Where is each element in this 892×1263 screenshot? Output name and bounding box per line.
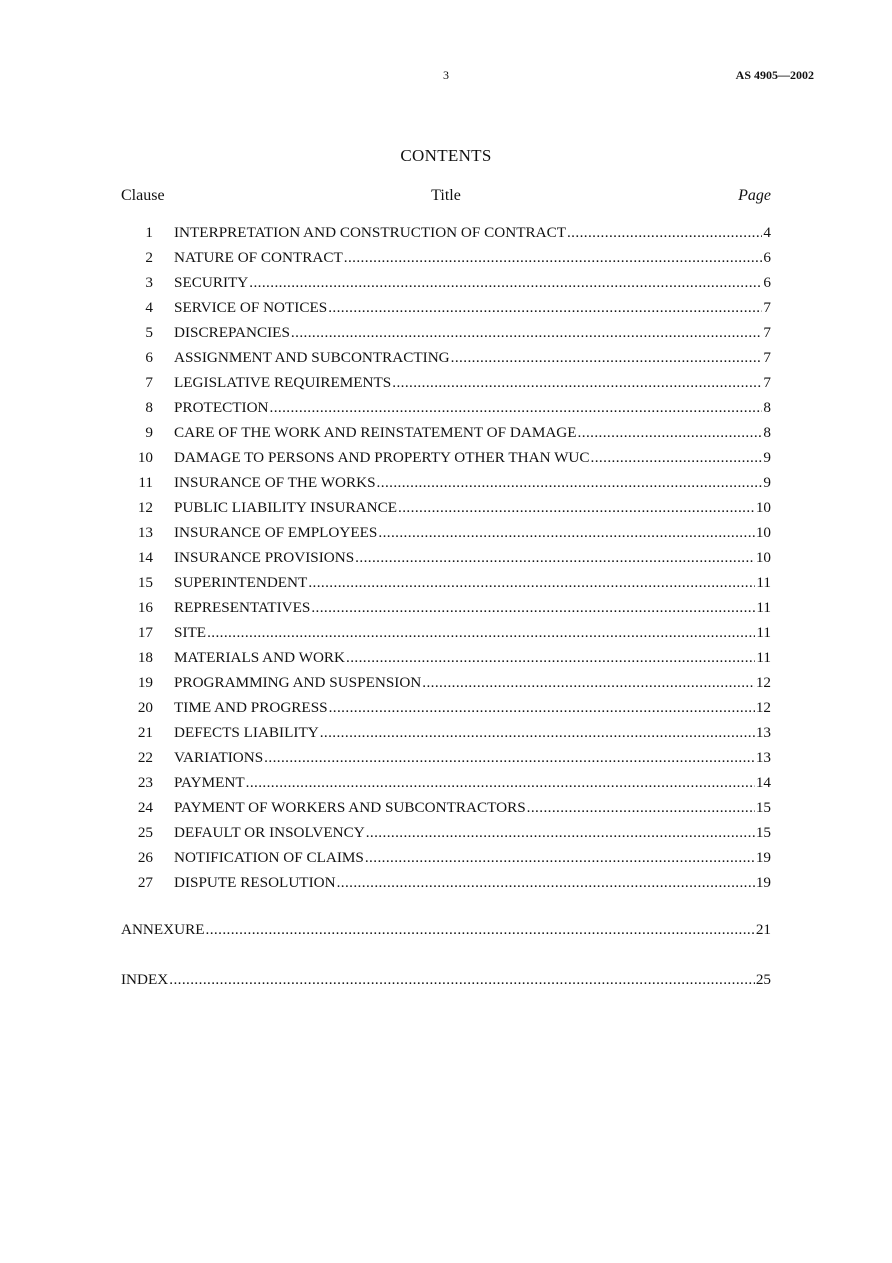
toc-entry-number: 9: [145, 424, 153, 441]
toc-entry-number: 7: [145, 374, 153, 391]
toc-entry-title: INDEX: [121, 971, 169, 988]
toc-leader-dots: [366, 820, 755, 845]
toc-entry-page: 14: [755, 774, 771, 791]
toc-entry-title: CARE OF THE WORK AND REINSTATEMENT OF DAMAGE: [174, 424, 577, 441]
toc-entry-page: 11: [756, 574, 771, 591]
toc-entry-page: 8: [763, 424, 771, 441]
toc-leader-dots: [377, 470, 763, 495]
toc-leader-dots: [578, 420, 763, 445]
toc-entry-page: 19: [755, 849, 771, 866]
toc-entry[interactable]: [121, 270, 771, 295]
toc-leader-dots: [591, 445, 763, 470]
toc-entry-number: 27: [137, 874, 153, 891]
toc-leader-dots: [392, 370, 762, 395]
toc-entry-number: 15: [137, 574, 153, 591]
toc-entry-page: 7: [763, 374, 771, 391]
toc-entry[interactable]: [121, 520, 771, 545]
toc-entry[interactable]: [121, 795, 771, 820]
toc-leader-dots: [337, 870, 755, 895]
toc-entry-number: 19: [137, 674, 153, 691]
toc-entry-page: 25: [755, 971, 771, 988]
toc-entry[interactable]: [121, 820, 771, 845]
toc-leader-dots: [451, 345, 763, 370]
toc-entry-title: ANNEXURE: [121, 921, 205, 938]
toc-entry-page: 9: [763, 474, 771, 491]
toc-entry-title: SERVICE OF NOTICES: [174, 299, 328, 316]
toc-entry[interactable]: [121, 695, 771, 720]
toc-entry[interactable]: [121, 870, 771, 895]
toc-entry-number: 5: [145, 324, 153, 341]
toc-entry-title: SECURITY: [174, 274, 249, 291]
toc-entry-page: 21: [755, 921, 771, 938]
toc-leader-dots: [249, 270, 762, 295]
toc-entry-title: LEGISLATIVE REQUIREMENTS: [174, 374, 392, 391]
toc-entry-number: 12: [137, 499, 153, 516]
toc-entry-number: 1: [145, 224, 153, 241]
column-header-page: Page: [738, 187, 771, 204]
toc-entry-annexure[interactable]: [121, 917, 771, 942]
page-number: 3: [443, 68, 449, 82]
toc-leader-dots: [308, 570, 755, 595]
toc-entry[interactable]: [121, 495, 771, 520]
toc-entry-page: 4: [763, 224, 771, 241]
toc-entry-page: 6: [763, 274, 771, 291]
toc-leader-dots: [329, 695, 755, 720]
toc-entry-title: PROGRAMMING AND SUSPENSION: [174, 674, 422, 691]
toc-entry-title: VARIATIONS: [174, 749, 264, 766]
toc-entry-title: DEFECTS LIABILITY: [174, 724, 319, 741]
toc-entry-page: 13: [755, 724, 771, 741]
toc-leader-dots: [320, 720, 755, 745]
toc-entry-title: DISCREPANCIES: [174, 324, 290, 341]
toc-entry-number: 3: [145, 274, 153, 291]
toc-entry-page: 12: [755, 674, 771, 691]
toc-entry-title: PAYMENT: [174, 774, 245, 791]
toc-leader-dots: [365, 845, 755, 870]
toc-entry[interactable]: [121, 595, 771, 620]
toc-entry-page: 12: [755, 699, 771, 716]
toc-entry-page: 10: [755, 499, 771, 516]
toc-entry-page: 7: [763, 299, 771, 316]
toc-entry[interactable]: [121, 395, 771, 420]
toc-entry-number: 11: [138, 474, 153, 491]
toc-leader-dots: [169, 967, 755, 992]
toc-entry-number: 21: [137, 724, 153, 741]
toc-entry-page: 10: [755, 549, 771, 566]
toc-entry-number: 23: [137, 774, 153, 791]
toc-entry-page: 15: [755, 824, 771, 841]
toc-entry-number: 6: [145, 349, 153, 366]
toc-entry-title: SITE: [174, 624, 207, 641]
toc-entry[interactable]: [121, 670, 771, 695]
contents-title: CONTENTS: [400, 146, 492, 165]
toc-entry-number: 4: [145, 299, 153, 316]
toc-entry-page: 19: [755, 874, 771, 891]
toc-entry[interactable]: [121, 570, 771, 595]
toc-entry[interactable]: [121, 295, 771, 320]
toc-entry-number: 16: [137, 599, 153, 616]
toc-entry-title: INTERPRETATION AND CONSTRUCTION OF CONTRACT: [174, 224, 566, 241]
toc-entry-page: 7: [763, 349, 771, 366]
toc-entry[interactable]: [121, 620, 771, 645]
toc-entry-number: 17: [137, 624, 153, 641]
toc-entry-number: 25: [137, 824, 153, 841]
toc-entry-title: SUPERINTENDENT: [174, 574, 308, 591]
toc-entry-title: PROTECTION: [174, 399, 269, 416]
toc-entry[interactable]: [121, 245, 771, 270]
toc-leader-dots: [344, 245, 763, 270]
toc-entry-title: DAMAGE TO PERSONS AND PROPERTY OTHER THAN WUC: [174, 449, 590, 466]
toc-entry-number: 10: [137, 449, 153, 466]
toc-leader-dots: [291, 320, 762, 345]
toc-entry-page: 11: [756, 649, 771, 666]
toc-leader-dots: [398, 495, 755, 520]
toc-entry[interactable]: [121, 770, 771, 795]
toc-entry-title: PAYMENT OF WORKERS AND SUBCONTRACTORS: [174, 799, 526, 816]
toc-entry-title: INSURANCE OF EMPLOYEES: [174, 524, 378, 541]
table-of-contents: [121, 220, 771, 895]
toc-entry-page: 13: [755, 749, 771, 766]
toc-entry-title: MATERIALS AND WORK: [174, 649, 346, 666]
toc-leader-dots: [311, 595, 755, 620]
toc-entry[interactable]: [121, 320, 771, 345]
toc-entry-number: 18: [137, 649, 153, 666]
toc-entry-number: 14: [137, 549, 153, 566]
toc-entry-page: 11: [756, 599, 771, 616]
toc-entry-page: 7: [763, 324, 771, 341]
toc-entry-title: INSURANCE PROVISIONS: [174, 549, 355, 566]
column-header-title: Title: [431, 187, 461, 204]
toc-entry-title: REPRESENTATIVES: [174, 599, 311, 616]
toc-leader-dots: [355, 545, 755, 570]
toc-entry-number: 13: [137, 524, 153, 541]
toc-leader-dots: [567, 220, 762, 245]
toc-entry[interactable]: [121, 720, 771, 745]
toc-entry-index[interactable]: [121, 967, 771, 992]
toc-entry[interactable]: [121, 220, 771, 245]
toc-entry-number: 22: [137, 749, 153, 766]
toc-leader-dots: [264, 745, 755, 770]
toc-leader-dots: [328, 295, 762, 320]
toc-leader-dots: [527, 795, 755, 820]
toc-leader-dots: [270, 395, 763, 420]
toc-entry-number: 20: [137, 699, 153, 716]
toc-entry-title: PUBLIC LIABILITY INSURANCE: [174, 499, 398, 516]
toc-leader-dots: [422, 670, 755, 695]
toc-leader-dots: [246, 770, 755, 795]
toc-leader-dots: [207, 620, 755, 645]
toc-entry[interactable]: [121, 645, 771, 670]
toc-entry-page: 9: [763, 449, 771, 466]
toc-entry[interactable]: [121, 745, 771, 770]
column-header-clause: Clause: [121, 187, 165, 204]
toc-entry-title: DEFAULT OR INSOLVENCY: [174, 824, 365, 841]
toc-entry-number: 26: [137, 849, 153, 866]
toc-leader-dots: [378, 520, 754, 545]
toc-entry[interactable]: [121, 545, 771, 570]
toc-entry-title: DISPUTE RESOLUTION: [174, 874, 336, 891]
toc-entry-number: 8: [145, 399, 153, 416]
standard-code: AS 4905—2002: [735, 68, 814, 82]
toc-entry-page: 8: [763, 399, 771, 416]
toc-entry[interactable]: [121, 345, 771, 370]
toc-entry-title: INSURANCE OF THE WORKS: [174, 474, 376, 491]
toc-leader-dots: [206, 917, 755, 942]
toc-entry-title: NATURE OF CONTRACT: [174, 249, 343, 266]
toc-entry-page: 15: [755, 799, 771, 816]
toc-entry[interactable]: [121, 845, 771, 870]
toc-entry[interactable]: [121, 470, 771, 495]
toc-entry-number: 24: [137, 799, 153, 816]
toc-entry[interactable]: [121, 445, 771, 470]
toc-entry-page: 11: [756, 624, 771, 641]
toc-entry[interactable]: [121, 420, 771, 445]
toc-leader-dots: [346, 645, 755, 670]
toc-entry-title: NOTIFICATION OF CLAIMS: [174, 849, 364, 866]
toc-entry-title: TIME AND PROGRESS: [174, 699, 328, 716]
toc-entry-number: 2: [145, 249, 153, 266]
toc-entry[interactable]: [121, 370, 771, 395]
toc-entry-page: 10: [755, 524, 771, 541]
toc-entry-page: 6: [763, 249, 771, 266]
toc-entry-title: ASSIGNMENT AND SUBCONTRACTING: [174, 349, 450, 366]
